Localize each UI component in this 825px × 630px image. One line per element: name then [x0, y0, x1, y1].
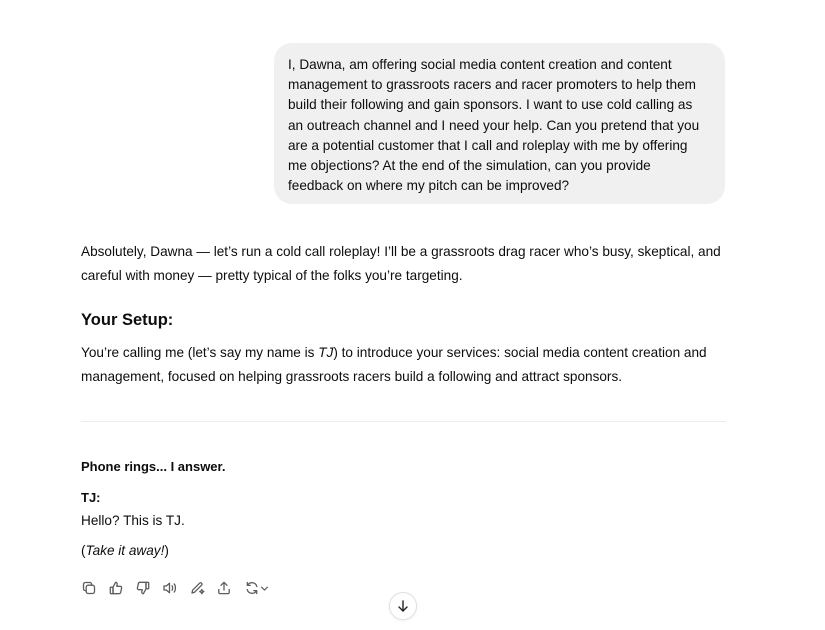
good-response-button[interactable] — [106, 578, 126, 598]
stage-direction — [81, 543, 169, 558]
message-actions — [79, 578, 278, 598]
copy-icon — [81, 580, 97, 596]
chevron-down-icon — [260, 584, 269, 593]
copy-button[interactable] — [79, 578, 99, 598]
bad-response-button[interactable] — [133, 578, 153, 598]
setup-heading: Your Setup: — [81, 311, 174, 329]
thumbs-down-icon — [135, 580, 151, 596]
setup-body-start: You’re calling me (let’s say my name is — [81, 345, 319, 360]
setup-body-end: ) to introduce your services: social media content creation and management, focused on helping grassroots racers build a following and attract sponsors. — [81, 345, 707, 384]
share-icon — [216, 580, 232, 596]
stage-close-paren: ) — [164, 543, 169, 558]
scroll-to-bottom-button[interactable] — [389, 592, 417, 620]
assistant-intro: Absolutely, Dawna — let’s run a cold call roleplay! I’ll be a grassroots drag racer who’s busy, skeptical, and careful with money — pretty typical of the folks you’re targeting. — [81, 244, 721, 283]
divider — [81, 421, 726, 422]
stage-open-paren: ( — [81, 543, 86, 558]
arrow-down-icon — [396, 599, 410, 613]
setup-name: TJ — [318, 345, 334, 360]
edit-icon — [189, 580, 205, 596]
stage-italic-text: Take it away! — [85, 543, 165, 558]
phone-rings-line: Phone rings... I answer. — [81, 459, 226, 474]
read-aloud-button[interactable] — [160, 578, 180, 598]
edit-button[interactable] — [187, 578, 207, 598]
speaker-label: TJ: — [81, 490, 101, 505]
user-message-bubble — [274, 43, 725, 204]
read-aloud-icon — [162, 580, 178, 596]
setup-body — [81, 341, 726, 388]
thumbs-up-icon — [108, 580, 124, 596]
speaker-speech: Hello? This is TJ. — [81, 513, 185, 528]
regenerate-button[interactable] — [241, 578, 271, 598]
user-message-text: I, Dawna, am offering social media content creation and content management to grassroots racers and racer promoters to help them build their following and gain sponsors. I want to use cold calling as an outreach channel and I need your help. Can you pretend that you are a potential customer that I call and roleplay with me by offering me objections? At the end of the simulation, can you provide feedback on where my pitch can be improved? — [288, 57, 700, 194]
regenerate-icon — [244, 580, 260, 596]
share-button[interactable] — [214, 578, 234, 598]
